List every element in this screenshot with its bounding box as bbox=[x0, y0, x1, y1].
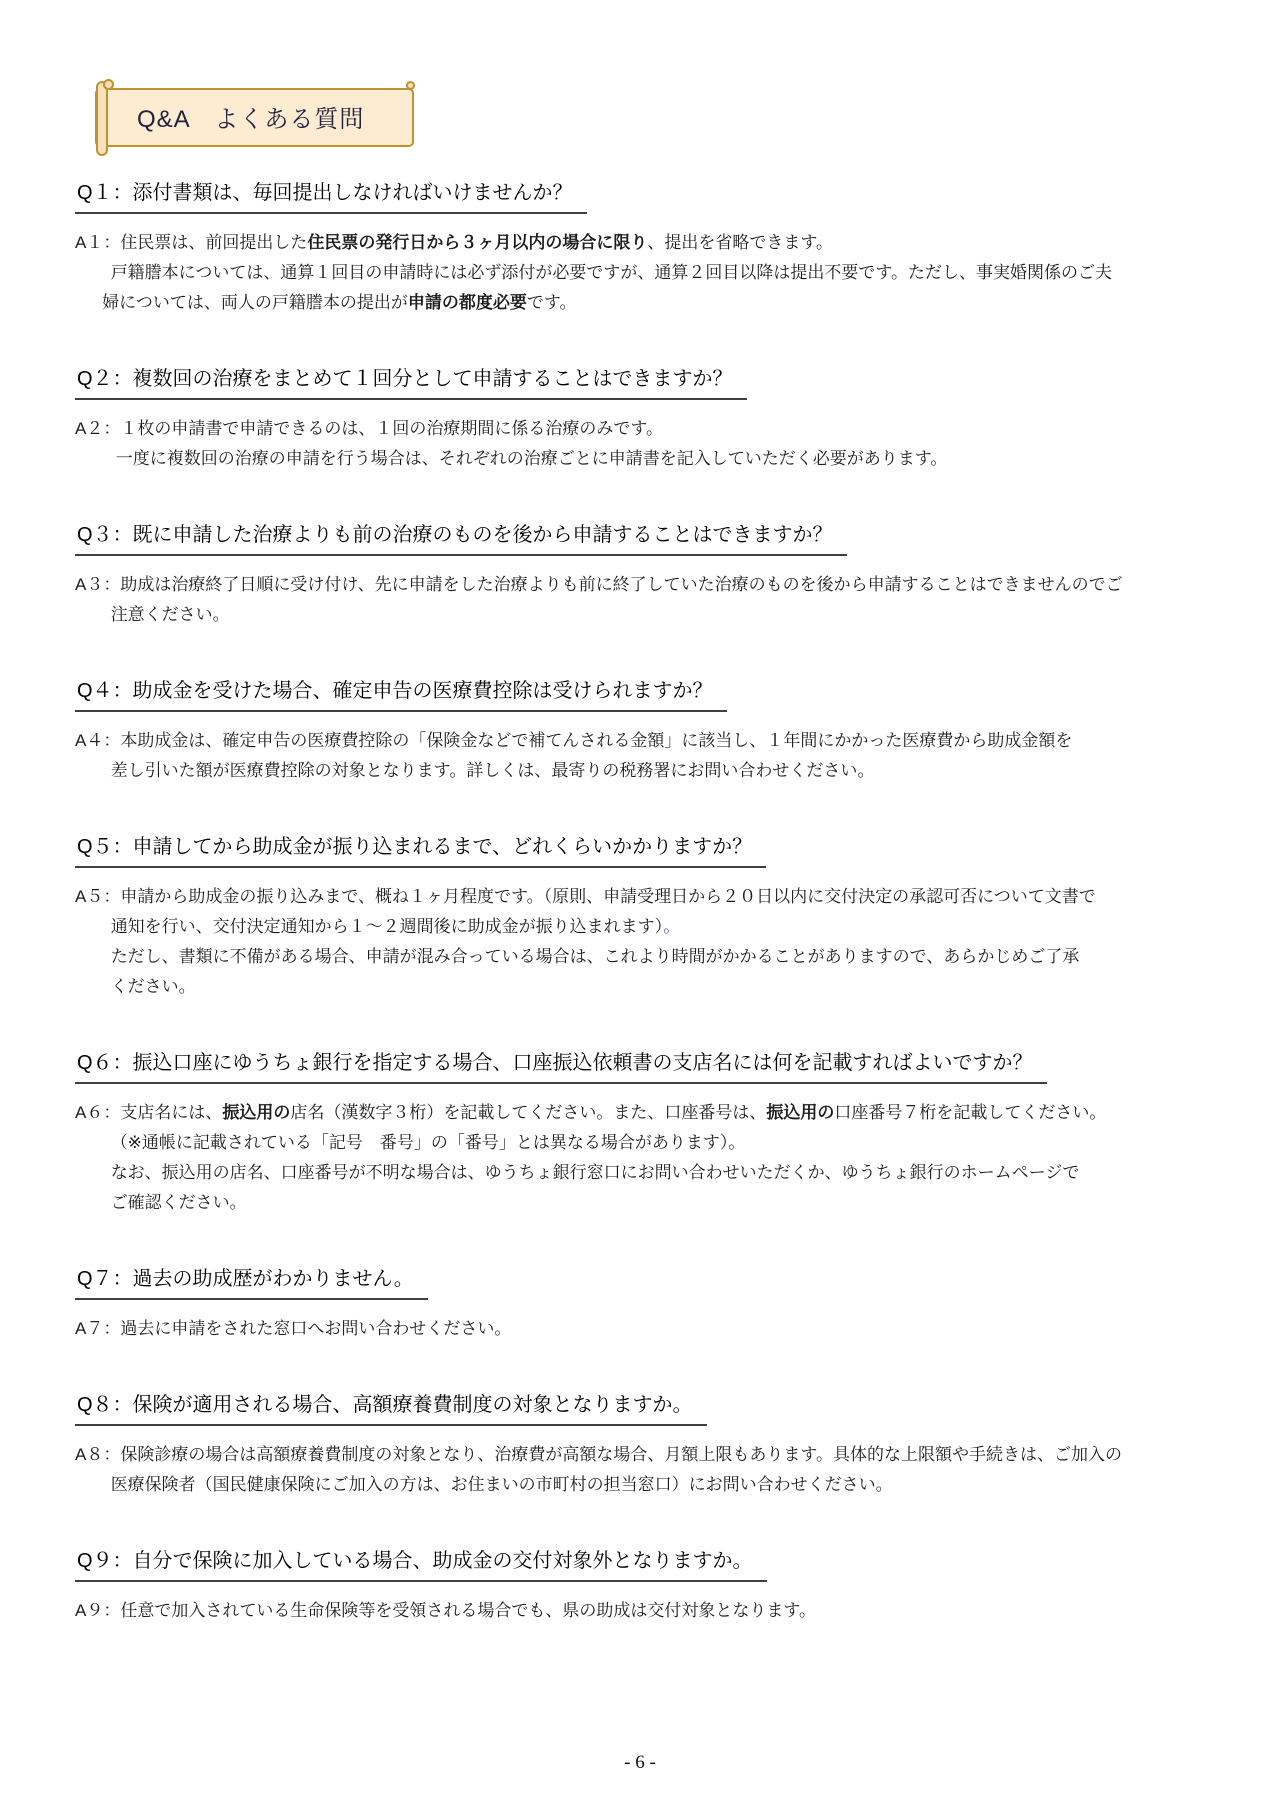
answer-text-segment: A３：助成は治療終了日順に受け付け、先に申請をした治療よりも前に終了していた治療のものを後から申請することはできませんのでご bbox=[75, 575, 1123, 594]
answer-text-segment: 差し引いた額が医療費控除の対象となります。詳しくは、最寄りの税務署にお問い合わせください。 bbox=[110, 761, 875, 780]
qa-section bbox=[75, 1388, 1210, 1500]
question-text: Q２：複数回の治療をまとめて１回分として申請することはできますか？ bbox=[75, 362, 747, 400]
answer-line bbox=[75, 1596, 1210, 1626]
answer-text-segment: 店名（漢数字３桁）を記載してください。また、口座番号は、 bbox=[290, 1103, 767, 1122]
question-text: Q４：助成金を受けた場合、確定申告の医療費控除は受けられますか？ bbox=[75, 674, 727, 712]
question-text: Q１：添付書類は、毎回提出しなければいけませんか？ bbox=[75, 176, 587, 214]
question-text: Q３：既に申請した治療よりも前の治療のものを後から申請することはできますか？ bbox=[75, 518, 847, 556]
answer-text-segment: 口座番号７桁を記載してください。 bbox=[834, 1103, 1107, 1122]
answer-line bbox=[75, 942, 1210, 972]
answer-line bbox=[75, 600, 1210, 630]
question-heading bbox=[75, 674, 1210, 712]
scroll-knob-icon bbox=[406, 81, 415, 90]
page-number: - 6 - bbox=[624, 1752, 656, 1773]
answer-text-segment: 注意ください。 bbox=[110, 605, 230, 624]
answer-line bbox=[75, 288, 1210, 318]
answer-text-segment: 申請の都度必要 bbox=[407, 293, 527, 312]
qa-banner bbox=[95, 88, 414, 147]
answer-line bbox=[75, 726, 1210, 756]
scroll-rod-icon bbox=[96, 81, 108, 156]
qa-list bbox=[75, 176, 1210, 1626]
answer-text-segment: 振込用の bbox=[222, 1103, 291, 1122]
answer-line bbox=[75, 882, 1210, 912]
answer-text-segment: 住民票の発行日から３ヶ月以内の場合に限り bbox=[307, 233, 648, 252]
qa-section bbox=[75, 1262, 1210, 1344]
qa-section bbox=[75, 1046, 1210, 1218]
qa-section bbox=[75, 674, 1210, 786]
qa-section bbox=[75, 1544, 1210, 1626]
answer-text-segment: ご確認ください。 bbox=[110, 1193, 247, 1212]
question-heading bbox=[75, 1046, 1210, 1084]
answer-line bbox=[75, 1188, 1210, 1218]
answer-line bbox=[75, 1470, 1210, 1500]
answer-text-segment: なお、振込用の店名、口座番号が不明な場合は、ゆうちょ銀行窓口にお問い合わせいただくか、ゆうちょ銀行のホームページで bbox=[110, 1163, 1080, 1182]
answer-line bbox=[75, 228, 1210, 258]
answer-text-segment: A２：１枚の申請書で申請できるのは、１回の治療期間に係る治療のみです。 bbox=[75, 419, 663, 438]
answer-text-segment: ただし、書類に不備がある場合、申請が混み合っている場合は、これより時間がかかることがありますので、あらかじめご了承 bbox=[110, 947, 1080, 966]
answer-text-segment: 一度に複数回の治療の申請を行う場合は、それぞれの治療ごとに申請書を記入していただく必要があります。 bbox=[115, 449, 948, 468]
qa-section bbox=[75, 518, 1210, 630]
answer-text-segment: A１：住民票は、前回提出した bbox=[75, 233, 308, 252]
answer-line bbox=[75, 570, 1210, 600]
answer-text-segment: 医療保険者（国民健康保険にご加入の方は、お住まいの市町村の担当窓口）にお問い合わせください。 bbox=[110, 1475, 893, 1494]
answer-text-segment: 振込用の bbox=[766, 1103, 835, 1122]
answer-text-segment: 婦については、両人の戸籍謄本の提出が bbox=[102, 293, 408, 312]
answer-text-segment: A８：保険診療の場合は高額療養費制度の対象となり、治療費が高額な場合、月額上限もあります。具体的な上限額や手続きは、ご加入の bbox=[75, 1445, 1122, 1464]
answer-text-segment: A５：申請から助成金の振り込みまで、概ね１ヶ月程度です。（原則、申請受理日から２０日以内に交付決定の承認可否について文書で bbox=[75, 887, 1096, 906]
answer-line bbox=[75, 972, 1210, 1002]
answer-text-segment: 。 bbox=[663, 917, 681, 936]
question-text: Q６：振込口座にゆうちょ銀行を指定する場合、口座振込依頼書の支店名には何を記載すればよいですか？ bbox=[75, 1046, 1047, 1084]
answer-line bbox=[75, 1440, 1210, 1470]
answer-line bbox=[75, 1128, 1210, 1158]
answer-text-segment: 、提出を省略できます。 bbox=[647, 233, 833, 252]
question-heading bbox=[75, 362, 1210, 400]
banner-wrap bbox=[75, 88, 1210, 152]
question-heading bbox=[75, 1544, 1210, 1582]
answer-text-segment: A７：過去に申請をされた窓口へお問い合わせください。 bbox=[75, 1319, 512, 1338]
answer-text-segment: 戸籍謄本については、通算１回目の申請時には必ず添付が必要ですが、通算２回目以降は提出不要です。ただし、事実婚関係のご夫 bbox=[110, 263, 1112, 282]
answer-line bbox=[75, 1314, 1210, 1344]
question-heading bbox=[75, 518, 1210, 556]
qa-section bbox=[75, 830, 1210, 1002]
answer-text-segment: 通知を行い、交付決定通知から１～２週間後に助成金が振り込まれます） bbox=[110, 917, 664, 936]
answer-text-segment: （※通帳に記載されている「記号 番号」の「番号」とは異なる場合があります）。 bbox=[110, 1133, 746, 1152]
qa-section bbox=[75, 362, 1210, 474]
banner-title: Q&A よくある質問 bbox=[137, 106, 365, 133]
answer-text-segment: A６：支店名には、 bbox=[75, 1103, 223, 1122]
answer-line bbox=[75, 1158, 1210, 1188]
question-heading bbox=[75, 1262, 1210, 1300]
question-heading bbox=[75, 830, 1210, 868]
question-text: Q８：保険が適用される場合、高額療養費制度の対象となりますか。 bbox=[75, 1388, 707, 1426]
question-heading bbox=[75, 1388, 1210, 1426]
answer-text-segment: ください。 bbox=[110, 977, 196, 996]
question-text: Q９：自分で保険に加入している場合、助成金の交付対象外となりますか。 bbox=[75, 1544, 767, 1582]
answer-text-segment: です。 bbox=[526, 293, 577, 312]
answer-text-segment: A４：本助成金は、確定申告の医療費控除の「保険金などで補てんされる金額」に該当し、１年間にかかった医療費から助成金額を bbox=[75, 731, 1073, 750]
answer-line bbox=[75, 912, 1210, 942]
answer-line bbox=[75, 414, 1210, 444]
question-text: Q７：過去の助成歴がわかりません。 bbox=[75, 1262, 428, 1300]
question-heading bbox=[75, 176, 1210, 214]
answer-line bbox=[75, 444, 1210, 474]
answer-line bbox=[75, 258, 1210, 288]
answer-line bbox=[75, 1098, 1210, 1128]
qa-section bbox=[75, 176, 1210, 318]
answer-text-segment: A９：任意で加入されている生命保険等を受領される場合でも、県の助成は交付対象となります。 bbox=[75, 1601, 816, 1620]
question-text: Q５：申請してから助成金が振り込まれるまで、どれくらいかかりますか？ bbox=[75, 830, 766, 868]
answer-line bbox=[75, 756, 1210, 786]
